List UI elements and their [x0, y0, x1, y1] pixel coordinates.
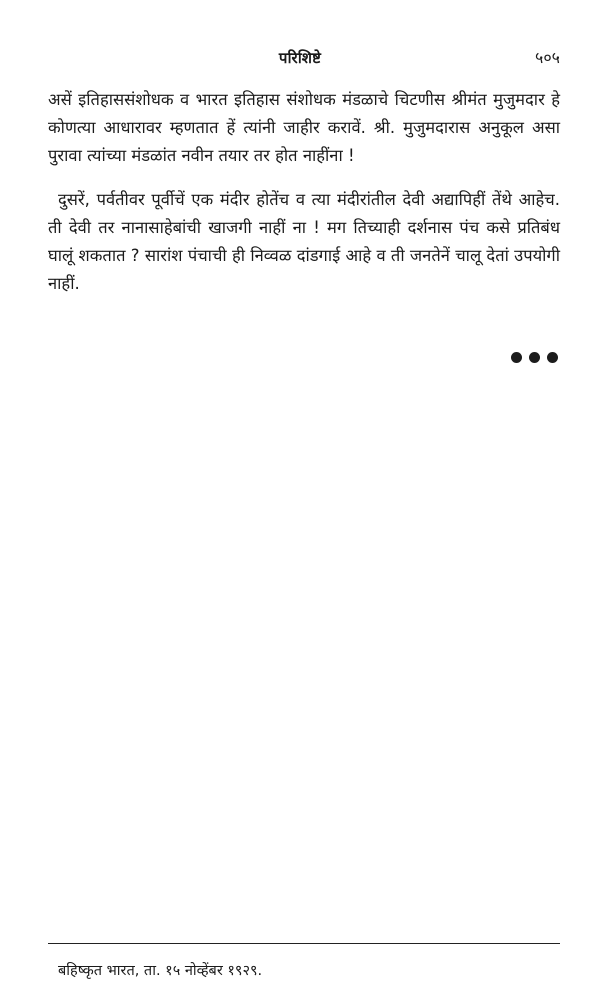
- paragraph-2: दुसरें, पर्वतीवर पूर्वीचें एक मंदीर होतेंच व त्या मंदीरांतील देवी अद्यापिहीं तेंथे आहेच. ती देवी तर नानासाहेबांची खाजगी नाहीं ना ! मग तिच्याही दर्शनास पंच कसे प्रतिबंध घालूं शकतात ? सारांश पंचाची ही निव्वळ दांडगाई आहे व ती जनतेनें चालू देतां उपयोगी नाहीं.: [48, 190, 560, 293]
- page-number: ५०५: [535, 48, 560, 67]
- ornament-dot: [511, 352, 522, 363]
- paragraph-1: असें इतिहाससंशोधक व भारत इतिहास संशोधक मंडळाचे चिटणीस श्रीमंत मुजुमदार हे कोणत्या आधारावर म्हणतात हें त्यांनी जाहीर करावें. श्री. मुजुमदारास अनुकूल असा पुरावा त्यांच्या मंडळांत नवीन तयार तर होत नाहींना !: [48, 90, 560, 165]
- body-text: [48, 86, 560, 298]
- running-title: परिशिष्टे: [278, 49, 322, 67]
- footnote-divider: [48, 943, 560, 944]
- section-end-ornament: [511, 352, 558, 363]
- ornament-dot: [529, 352, 540, 363]
- ornament-dot: [547, 352, 558, 363]
- footnote-source: बहिष्कृत भारत, ता. १५ नोव्हेंबर १९२९.: [58, 963, 263, 979]
